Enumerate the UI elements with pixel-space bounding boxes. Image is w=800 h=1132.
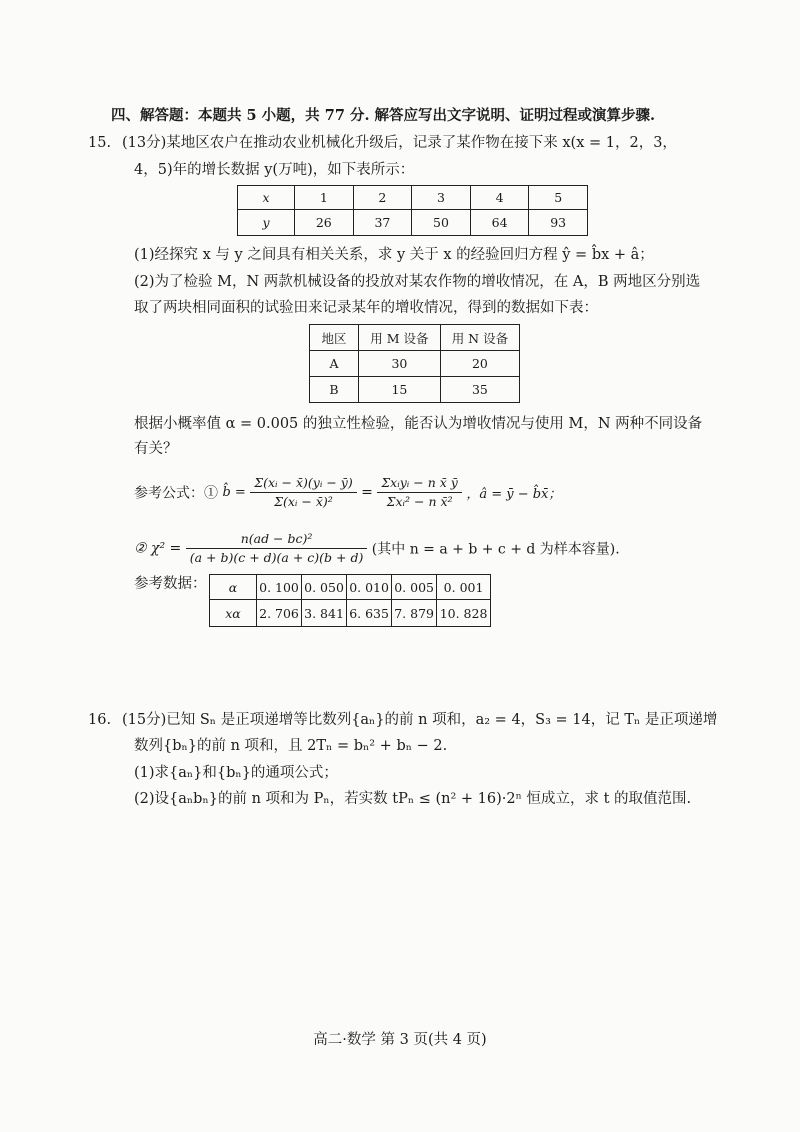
q15-part2-line3: 根据小概率值 α = 0.005 的独立性检验，能否认为增收情况与使用 M，N 两种不同设备 bbox=[134, 416, 703, 432]
q15-part1: (1)经探究 x 与 y 之间具有相关关系，求 y 关于 x 的经验回归方程 ŷ = b̂x + â； bbox=[134, 247, 654, 263]
table-cell: 93 bbox=[529, 210, 588, 236]
equipment-table bbox=[309, 324, 520, 403]
fraction-denominator: Σxᵢ² − n x̄² bbox=[386, 494, 453, 509]
table-cell: 0. 100 bbox=[257, 575, 302, 600]
table-cell: 64 bbox=[470, 210, 529, 236]
q16-part1: (1)求{aₙ}和{bₙ}的通项公式； bbox=[134, 765, 338, 781]
table-cell: 35 bbox=[440, 377, 519, 403]
table-cell: xα bbox=[210, 600, 257, 627]
formula-fraction-2 bbox=[377, 474, 462, 511]
table-cell: 30 bbox=[359, 351, 441, 377]
table-cell: A bbox=[310, 351, 359, 377]
formula-equals: = bbox=[361, 484, 373, 501]
reference-formula-2 bbox=[134, 530, 620, 567]
table-header: 用 N 设备 bbox=[440, 325, 519, 351]
q16-part2: (2)设{aₙbₙ}的前 n 项和为 Pₙ，若实数 tPₙ ≤ (n² + 16)·2ⁿ 恒成立，求 t 的取值范围. bbox=[134, 791, 692, 807]
q16-line2: 数列{bₙ}的前 n 项和，且 2Tₙ = bₙ² + bₙ − 2. bbox=[134, 738, 448, 754]
chi-square-note: (其中 n = a + b + c + d 为样本容量). bbox=[371, 541, 620, 558]
table-cell: 50 bbox=[412, 210, 471, 236]
formula-a-hat: ，â = ȳ − b̂x̄； bbox=[466, 487, 562, 502]
table-header: 地区 bbox=[310, 325, 359, 351]
growth-data-table bbox=[237, 185, 588, 236]
fraction-numerator: n(ad − bc)² bbox=[186, 530, 368, 549]
section-header: 四、解答题：本题共 5 小题，共 77 分. 解答应写出文字说明、证明过程或演算步骤. bbox=[111, 107, 656, 124]
table-cell: 5 bbox=[529, 186, 588, 210]
chi-square-fraction bbox=[186, 530, 368, 567]
table-cell: 20 bbox=[440, 351, 519, 377]
chi-square-label: ② χ² = bbox=[134, 540, 182, 557]
formula-fraction-1 bbox=[250, 474, 356, 511]
reference-data-label: 参考数据： bbox=[134, 576, 207, 592]
table-cell: 37 bbox=[353, 210, 412, 236]
q15-number: 15. bbox=[88, 135, 112, 151]
critical-value-table bbox=[209, 574, 491, 627]
formula-label: 参考公式：① bbox=[134, 485, 218, 502]
page-footer: 高二·数学 第 3 页(共 4 页) bbox=[313, 1032, 487, 1048]
table-cell: 0. 001 bbox=[437, 575, 491, 600]
q15-part2-line2: 取了两块相同面积的试验田来记录某年的增收情况，得到的数据如下表： bbox=[134, 300, 598, 316]
table-cell: B bbox=[310, 377, 359, 403]
formula-b-hat: b̂ = bbox=[222, 485, 246, 500]
table-cell: 0. 050 bbox=[302, 575, 347, 600]
table-cell: 3. 841 bbox=[302, 600, 347, 627]
table-cell: 10. 828 bbox=[437, 600, 491, 627]
q16-number: 16. bbox=[88, 712, 112, 728]
q15-line2: 4，5)年的增长数据 y(万吨)，如下表所示： bbox=[134, 162, 415, 178]
table-cell: y bbox=[238, 210, 295, 236]
table-cell: α bbox=[210, 575, 257, 600]
table-cell: 26 bbox=[295, 210, 354, 236]
q15-part2-line4: 有关？ bbox=[134, 441, 178, 457]
q15-line1: (13分)某地区农户在推动农业机械化升级后，记录了某作物在接下来 x(x = 1，2，3， bbox=[122, 135, 677, 151]
table-header: 用 M 设备 bbox=[359, 325, 441, 351]
table-cell: 6. 635 bbox=[347, 600, 392, 627]
table-cell: 7. 879 bbox=[392, 600, 437, 627]
table-cell: 2 bbox=[353, 186, 412, 210]
fraction-denominator: (a + b)(c + d)(a + c)(b + d) bbox=[189, 550, 364, 565]
table-cell: 4 bbox=[470, 186, 529, 210]
table-cell: x bbox=[238, 186, 295, 210]
q16-line1: (15分)已知 Sₙ 是正项递增等比数列{aₙ}的前 n 项和，a₂ = 4，S₃ = 14，记 Tₙ 是正项递增 bbox=[122, 712, 718, 728]
table-cell: 0. 010 bbox=[347, 575, 392, 600]
table-cell: 2. 706 bbox=[257, 600, 302, 627]
table-cell: 0. 005 bbox=[392, 575, 437, 600]
table-cell: 1 bbox=[295, 186, 354, 210]
fraction-denominator: Σ(xᵢ − x̄)² bbox=[274, 494, 333, 509]
fraction-numerator: Σxᵢyᵢ − n x̄ ȳ bbox=[377, 474, 462, 493]
q15-part2-line1: (2)为了检验 M，N 两款机械设备的投放对某农作物的增收情况，在 A，B 两地区分别选 bbox=[134, 274, 701, 290]
reference-formula-1 bbox=[134, 474, 561, 511]
fraction-numerator: Σ(xᵢ − x̄)(yᵢ − ȳ) bbox=[250, 474, 356, 493]
table-cell: 3 bbox=[412, 186, 471, 210]
table-cell: 15 bbox=[359, 377, 441, 403]
